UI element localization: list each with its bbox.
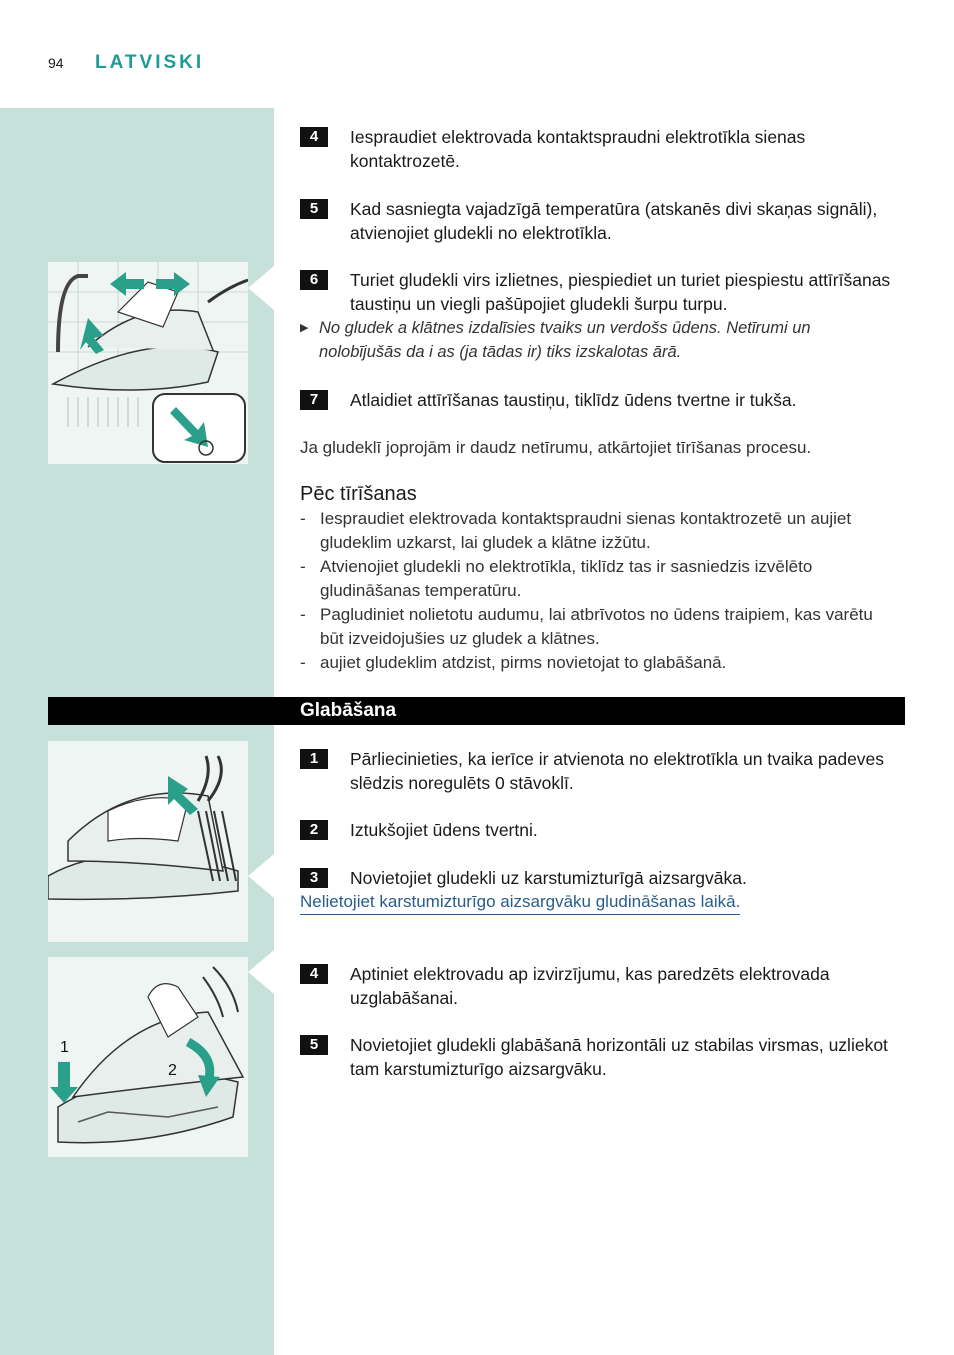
storage-section-bar [48,697,905,725]
figure-pointer [248,950,274,994]
after-cleaning-heading: Pēc tīrīšanas [300,483,417,505]
figure-label-2: 2 [168,1062,177,1079]
storage-step-5: 5 Novietojiet gludekli glabāšanā horizontāli uz stabilas virsmas, uzliekot tam karstumizturīgo aizsargvāku. [300,1033,900,1081]
after-cleaning-list [300,507,900,675]
storage-step-4: 4 Aptiniet elektrovadu ap izvirzījumu, kas paredzēts elektrovada uzglabāšanai. [300,962,900,1010]
language-title: LATVISKI [95,52,205,73]
figure-label-1: 1 [60,1039,69,1056]
iron-over-sink-illustration [48,262,248,464]
figure-pointer [248,854,274,898]
figure-cord-wrap [48,741,248,942]
storage-step-2: 2 Iztukšojiet ūdens tvertni. [300,818,900,842]
figure-storage-cover [48,957,248,1157]
iron-cord-illustration [48,741,248,942]
list-item: - Atvienojiet gludekli no elektrotīkla, tiklīdz tas ir sasniedzis izvēlēto gludināšanas temperatūru. [300,557,813,600]
warning-text: Nelietojiet karstumizturīgo aizsargvāku gludināšanas laikā. [300,890,740,915]
step-5: 5 Kad sasniegta vajadzīgā temperatūra (atskanēs divi skaņas signāli), atvienojiet gludekli no elektrotīkla. [300,197,900,245]
step-7: 7 Atlaidiet attīrīšanas taustiņu, tiklīdz ūdens tvertne ir tukša. [300,388,900,412]
storage-step-3: 3 Novietojiet gludekli uz karstumizturīgā aizsargvāka. [300,866,900,890]
page-number: 94 [48,55,64,71]
list-item: - aujiet gludeklim atdzist, pirms novietojat to glabāšanā. [300,653,727,672]
storage-step-1: 1 Pārliecinieties, ka ierīce ir atvienota no elektrotīkla un tvaika padeves slēdzis noregulēts 0 stāvoklī. [300,747,900,795]
step-6: 6 Turiet gludekli virs izlietnes, piespiediet un turiet piespiestu attīrīšanas taustiņu un viegli pašūpojiet gludekli šurpu turpu. [300,268,900,316]
step-4: 4 Iespraudiet elektrovada kontaktspraudni elektrotīkla sienas kontaktrozetē. [300,125,900,173]
steam-note: ▶ No gludek a klātnes izdalīsies tvaiks un verdošs ūdens. Netīrumi un nolobījušās da i as (ja tādas ir) tiks izskalotas ārā. [300,316,880,364]
list-item: - Pagludiniet nolietotu audumu, lai atbrīvotos no ūdens traipiem, kas varētu būt izveidojušies uz gludek a klātnes. [300,605,873,648]
storage-title: Glabāšana [300,700,397,721]
iron-cover-illustration [48,957,248,1157]
repeat-text: Ja gludeklī joprojām ir daudz netīrumu, atkārtojiet tīrīšanas procesu. [300,438,812,457]
bullet-triangle-icon: ▶ [300,322,309,334]
list-item: - Iespraudiet elektrovada kontaktspraudni sienas kontaktrozetē un aujiet gludeklim uzkarst, lai gludek a klātne izžūtu. [300,509,852,552]
figure-calc-clean [48,262,248,464]
figure-pointer [248,266,274,310]
